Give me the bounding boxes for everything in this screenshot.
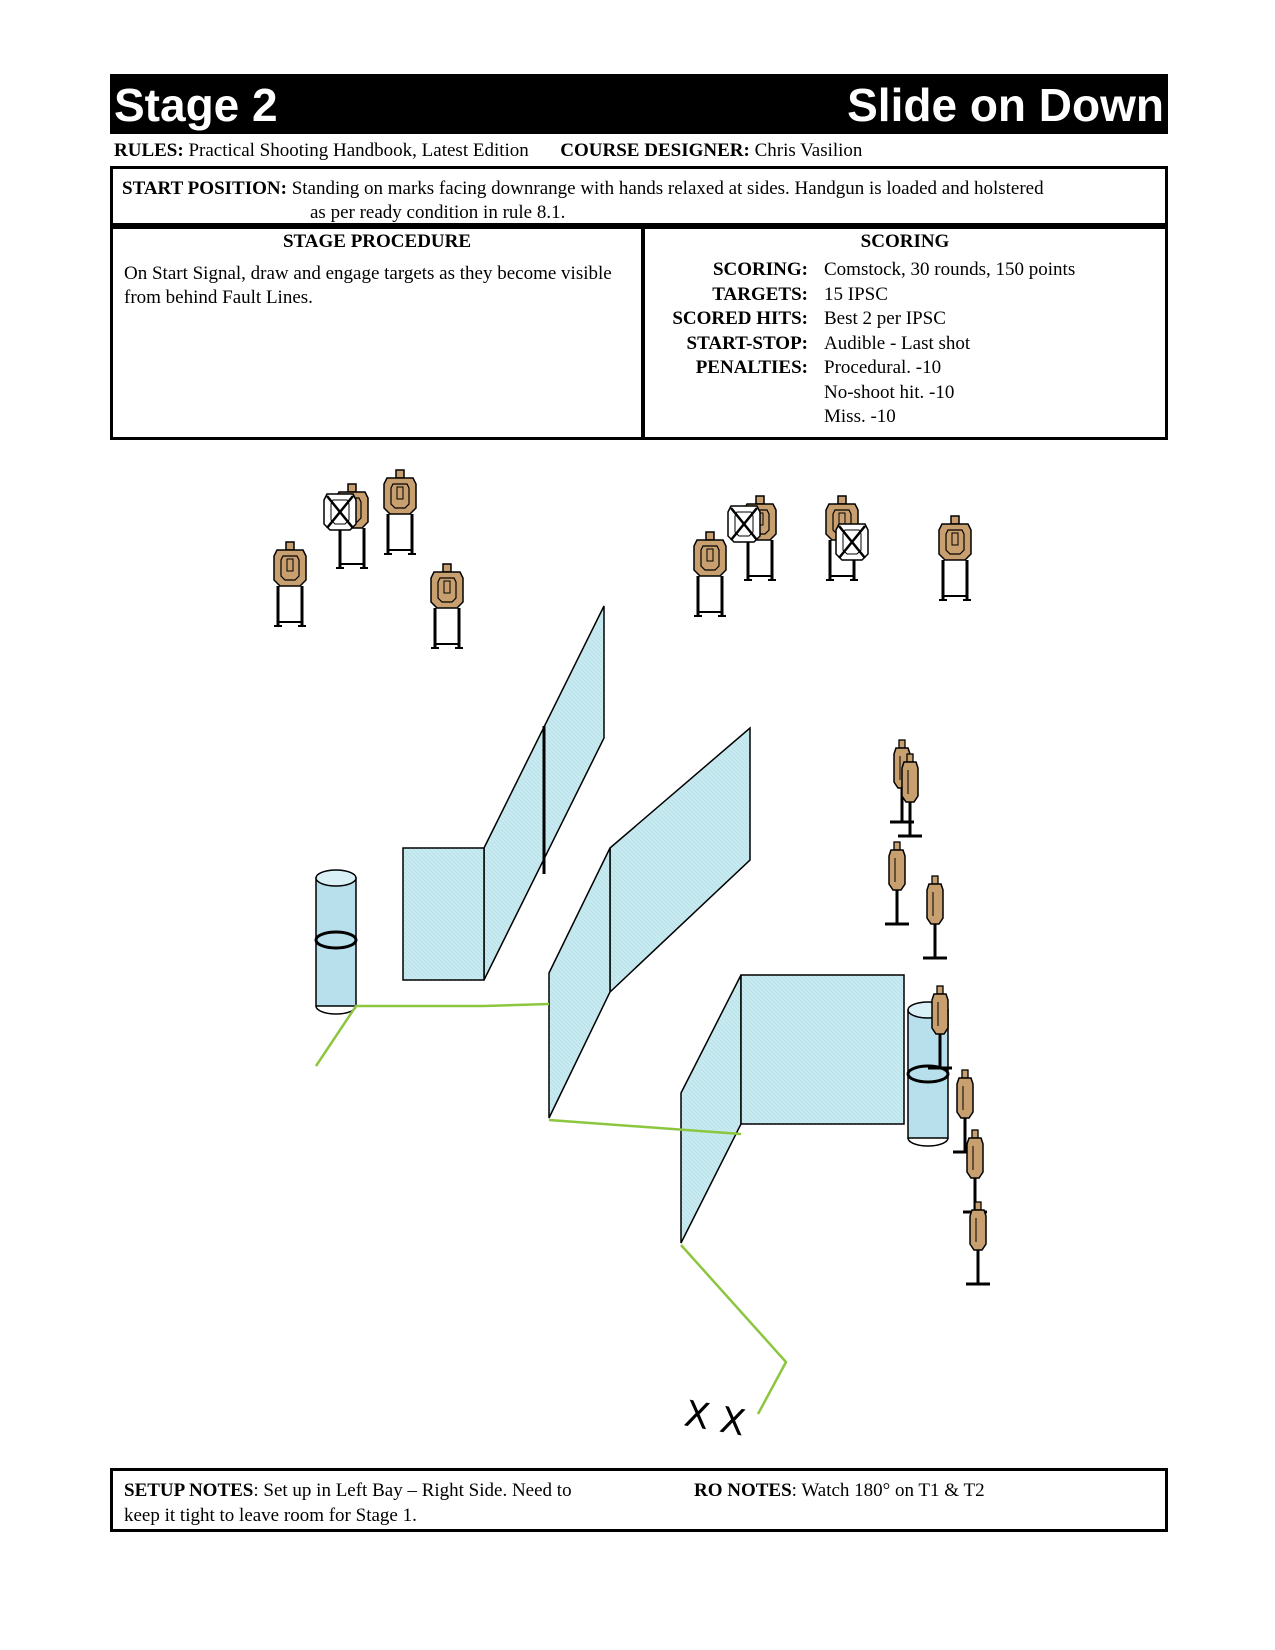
ipsc-target	[431, 564, 463, 648]
angled-wall	[549, 848, 610, 1118]
scoring-heading: SCORING	[860, 231, 950, 252]
scoring-label: TARGETS:	[712, 283, 808, 305]
stage-name: Slide on Down	[847, 79, 1164, 131]
designer-value: Chris Vasilion	[754, 140, 863, 161]
rules-value: Practical Shooting Handbook, Latest Edition	[188, 140, 529, 161]
ipsc-target	[939, 516, 971, 600]
ipsc-target	[274, 542, 306, 626]
scoring-row-label	[652, 356, 808, 380]
scoring-row-label	[652, 307, 808, 331]
scoring-value: Best 2 per IPSC	[824, 308, 946, 329]
start-marks: X X	[681, 1393, 749, 1445]
scoring-label: START-STOP:	[686, 332, 808, 354]
designer-label: COURSE DESIGNER:	[560, 140, 750, 161]
scoring-value: Audible - Last shot	[824, 332, 971, 354]
scoring-value: Procedural. -10	[824, 357, 942, 378]
ro-notes	[694, 1478, 985, 1503]
scoring-value: Miss. -10	[824, 406, 896, 427]
scoring-row-label	[652, 405, 808, 429]
scoring-row-label	[652, 283, 808, 307]
barrel	[316, 870, 356, 1014]
stage-number: Stage 2	[114, 79, 278, 131]
ipsc-target	[885, 842, 909, 924]
stage-procedure-heading: STAGE PROCEDURE	[282, 231, 472, 252]
wall-panel	[403, 848, 484, 980]
start-position-text	[122, 177, 1152, 225]
scoring-label: SCORED HITS:	[672, 308, 808, 329]
setup-notes-text: : Set up in Left Bay – Right Side. Need to keep it tight to leave room for Stage 1.	[124, 1480, 572, 1526]
scoring-label: PENALTIES:	[695, 357, 808, 378]
scoring-value: 15 IPSC	[824, 283, 888, 305]
ipsc-target	[694, 532, 726, 616]
scoring-value: No-shoot hit. -10	[824, 381, 955, 403]
ro-notes-text: : Watch 180° on T1 & T2	[791, 1480, 985, 1501]
start-position-label: START POSITION:	[122, 178, 287, 199]
ipsc-target	[384, 470, 416, 554]
no-shoot-target	[324, 494, 356, 530]
stage-diagram	[0, 440, 1275, 1460]
setup-notes-label: SETUP NOTES	[124, 1480, 254, 1501]
scoring-label: SCORING:	[712, 259, 808, 280]
rules-label: RULES:	[114, 140, 184, 161]
fault-line	[316, 1004, 549, 1066]
ipsc-target	[923, 876, 947, 958]
ipsc-target	[963, 1130, 987, 1212]
scoring-row-label	[652, 258, 808, 282]
wall-panel	[741, 975, 904, 1124]
no-shoot-target	[836, 524, 868, 560]
scoring-value: Comstock, 30 rounds, 150 points	[824, 259, 1076, 280]
rules-line	[114, 140, 862, 162]
stage-procedure-box	[110, 226, 644, 440]
title-bar	[110, 74, 1168, 134]
ipsc-target	[966, 1202, 990, 1284]
no-shoot-target	[728, 506, 760, 542]
stage-procedure-text: On Start Signal, draw and engage targets as they become visible from behind Fault Lines.	[124, 263, 612, 308]
start-position-line1: Standing on marks facing downrange with hands relaxed at sides. Handgun is loaded and holstered	[291, 178, 1044, 199]
start-position-line2: as per ready condition in rule 8.1.	[310, 202, 566, 223]
fault-line	[681, 1245, 786, 1414]
scoring-row-label	[652, 381, 808, 405]
setup-notes	[124, 1478, 604, 1528]
angled-wall	[610, 728, 750, 992]
scoring-row-label	[652, 332, 808, 356]
ro-notes-label: RO NOTES	[694, 1480, 792, 1501]
angled-wall	[681, 975, 741, 1243]
